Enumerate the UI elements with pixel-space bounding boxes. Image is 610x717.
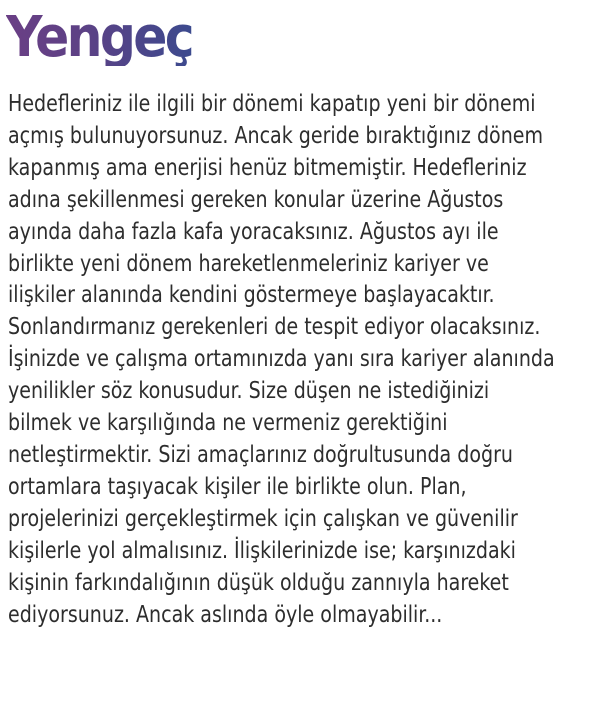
body-line-3: kapanmış ama enerjisi henüz bitmemiştir. Hedefleriniz — [8, 154, 527, 181]
body-line-15: kişilerle yol almalısınız. İlişkilerinizde ise; karşınızdaki — [8, 537, 516, 564]
body-line-7: ilişkiler alanında kendini göstermeye başlayacaktır. — [8, 282, 495, 309]
body-line-1: Hedefleriniz ile ilgili bir dönemi kapatıp yeni bir dönemi — [8, 91, 536, 117]
body-line-4: adına şekillenmesi gereken konular üzerine Ağustos — [8, 186, 504, 213]
body-line-13: ortamlara taşıyacak kişiler ile birlikte olun. Plan, — [8, 473, 467, 500]
body-line-2: açmış bulunuyorsunuz. Ancak geride bıraktığınız dönem — [8, 122, 544, 149]
next-section-fragment — [14, 712, 42, 717]
body-line-5: ayında daha fazla kafa yoracaksınız. Ağustos ayı ile — [8, 218, 499, 245]
body-line-6: birlikte yeni dönem hareketlenmeleriniz kariyer ve — [8, 250, 489, 277]
body-line-8: Sonlandırmanız gerekenleri de tespit ediyor olacaksınız. — [8, 314, 541, 341]
body-line-14: projelerinizi gerçekleştirmek için çalışkan ve güvenilir — [8, 505, 518, 532]
body-line-10: yenilikler söz konusudur. Size düşen ne istediğinizi — [8, 378, 490, 405]
body-line-12: netleştirmektir. Sizi amaçlarınız doğrultusunda doğru — [8, 441, 513, 468]
body-line-11: bilmek ve karşılığında ne vermeniz gerektiğini — [8, 410, 448, 437]
article-title: Yengeç — [6, 5, 192, 70]
body-line-17: ediyorsunuz. Ancak aslında öyle olmayabilir... — [8, 601, 443, 628]
body-line-16: kişinin farkındalığının düşük olduğu zannıyla hareket — [8, 569, 509, 596]
article-body — [8, 89, 608, 631]
body-line-9: İşinizde ve çalışma ortamınızda yanı sıra kariyer alanında — [8, 346, 555, 373]
